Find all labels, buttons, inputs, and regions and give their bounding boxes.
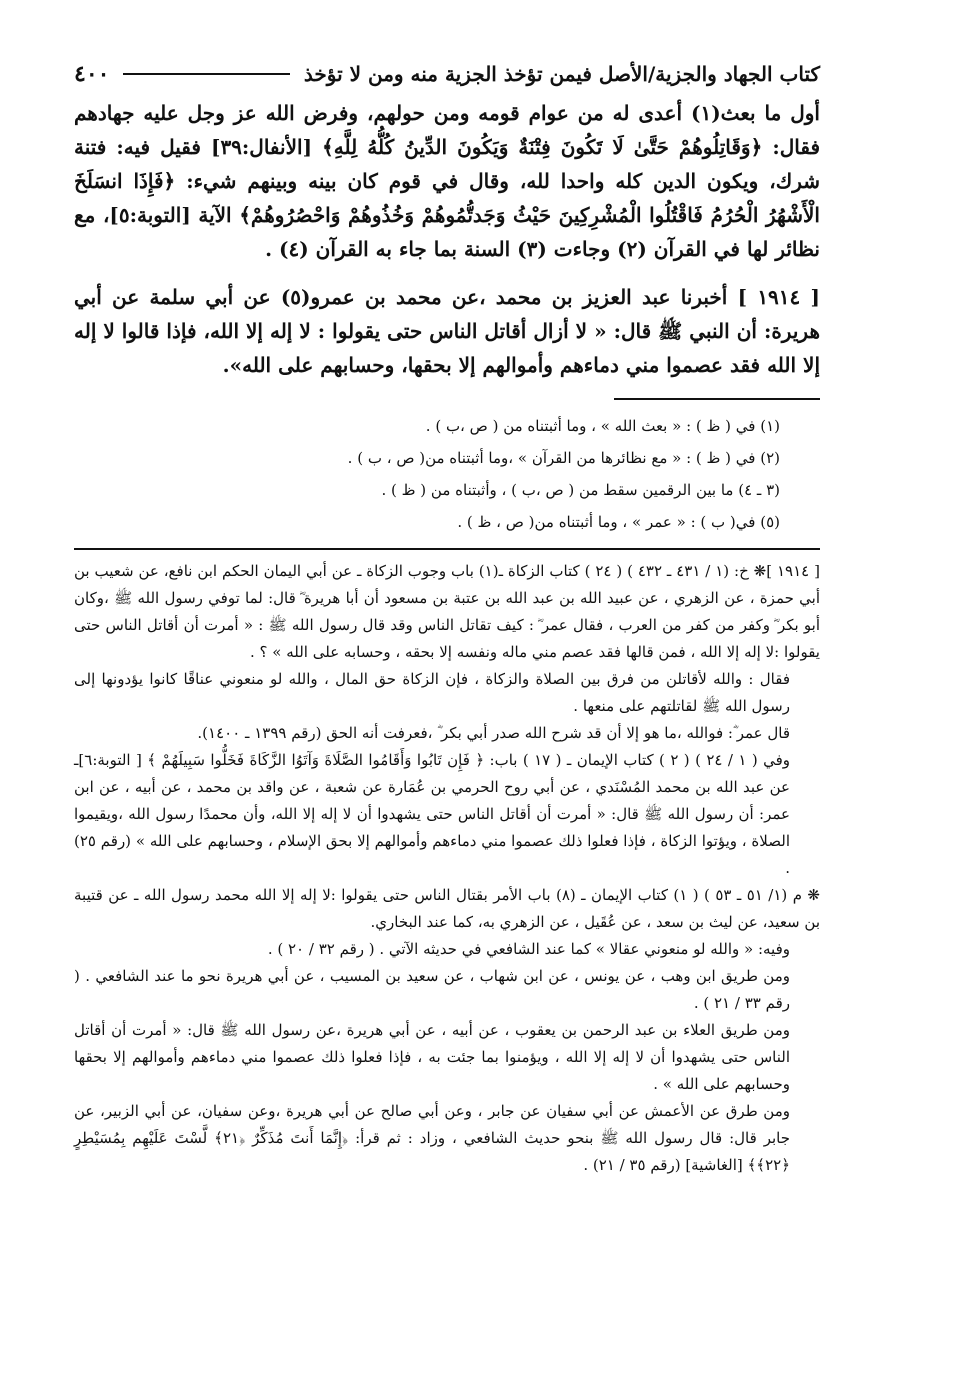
header-rule	[123, 73, 289, 75]
footnote: (١) في ( ظ ) : « بعث الله » ، وما أثبتناه من ( ص ،ب ) .	[425, 417, 780, 435]
page-number: ٤٠٠	[74, 61, 110, 87]
takhrij-separator	[74, 548, 820, 550]
takhrij-section	[74, 558, 820, 1179]
takhrij-paragraph: وفي ( ١ / ٢٤ ) ( ٢ ) كتاب الإيمان ـ ( ١٧ ) باب: ﴿ فَإِن تَابُوا وَأَقَامُوا الصَّلَاةَ وَآتَوُا الزَّكَاةَ فَخَلُّوا سَبِيلَهُمْ ﴾ [ التوبة:٦]ـ عن عبد الله بن محمد المُسْنَدي ، عن أبي روح الحرمي بن عُمَارة عن شعبة ، عن واقد بن محمد ، عن أبيه ، عن ابن عمر: أن رسول الله ﷺ قال: « أمرت أن أقاتل الناس حتى يشهدوا أن لا إله إلا الله، وأن محمدًا رسول الله ،ويقيموا الصلاة ، ويؤتوا الزكاة ، فإذا فعلوا ذلك عصموا مني دماءهم وأموالهم إلا بحق الإسلام ، وحسابهم على الله » (رقم ٢٥) .	[74, 751, 790, 877]
takhrij-paragraph: فقال : والله لأقاتلن من فرق بين الصلاة والزكاة ، فإن الزكاة حق المال ، والله لو منعوني عناقًا كانوا يؤدونها إلى رسول الله ﷺ لقاتلتهم على منعها .	[74, 670, 790, 715]
takhrij-paragraph: ومن طرق عن الأعمش عن أبي سفيان عن جابر ، وعن أبي صالح عن أبي هريرة ،وعن سفيان، عن أبي الزبير، عن جابر قال: قال رسول الله ﷺ بنحو حديث الشافعي ، وزاد : ثم قرأ: ﴿إِنَّمَا أَنتَ مُذَكِّرٌ ﴿٢١﴾ لَّسْتَ عَلَيْهِم بِمُسَيْطِرٍ ﴿٢٢﴾﴾ [الغاشية] (رقم ٣٥ / ٢١) .	[74, 1102, 790, 1174]
takhrij-paragraph: ومن طريق ابن وهب ، عن يونس ، عن ابن شهاب ، عن سعيد بن المسيب ، عن أبي هريرة نحو ما عند الشافعي . ( رقم ٣٣ / ٢١ ) .	[74, 967, 790, 1012]
takhrij-paragraph: ❋ م (١/ ٥١ ـ ٥٣ ) ( ١) كتاب الإيمان ـ (٨) باب الأمر بقتال الناس حتى يقولوا :لا إله إلا الله محمد رسول الله ـ عن قتيبة بن سعيد، عن ليث بن سعد ، عن عُقَيل ، عن الزهري به، كما عند البخاري.	[74, 886, 821, 931]
takhrij-paragraph: وفيه: « والله لو منعوني عقالا » كما عند الشافعي في حديثه الآتي . ( رقم ٣٢ / ٢٠ ) .	[267, 940, 790, 958]
main-paragraph: أول ما بعث(١) أعدى له من عوام قومه ومن حولهم، وفرض الله عز وجل عليه جهادهم فقال: ﴿وَقَاتِلُوهُمْ حَتَّىٰ لَا تَكُونَ فِتْنَةٌ وَيَكُونَ الدِّينُ كُلُّهُ لِلَّهِ﴾ [الأنفال:٣٩] فقيل فيه: فتنة شرك، ويكون الدين كله واحدا لله، وقال في قوم كان بينه وبينهم شيء: ﴿فَإِذَا انسَلَخَ الْأَشْهُرُ الْحُرُمُ فَاقْتُلُوا الْمُشْرِكِينَ حَيْثُ وَجَدتُّمُوهُمْ وَخُذُوهُمْ وَاحْصُرُوهُمْ﴾ الآية [التوبة:٥]، مع نظائر لها في القرآن (٢) وجاءت (٣) السنة بما جاء به القرآن (٤) .	[74, 101, 820, 261]
takhrij-paragraph: قال عمر ؓ: فوالله ،ما هو إلا أن قد شرح الله صدر أبي بكر ؓ ،فعرفت أنه الحق (رقم ١٣٩٩ ـ ١٤٠٠).	[197, 724, 790, 742]
hadith-text: [ ١٩١٤ ] أخبرنا عبد العزيز بن محمد ،عن محمد بن عمرو(٥) عن أبي سلمة عن أبي هريرة: أن النبي ﷺ قال: « لا أزال أقاتل الناس حتى يقولوا : لا إله إلا الله، فإذا قالوا لا إله إلا الله فقد عصموا مني دماءهم وأموالهم إلا بحقها، وحسابهم على الله».	[74, 285, 820, 377]
takhrij-paragraph: ومن طريق العلاء بن عبد الرحمن بن يعقوب ، عن أبيه ، عن أبي هريرة ،عن رسول الله ﷺ قال: « أمرت أن أقاتل الناس حتى يشهدوا أن لا إله إلا الله ، ويؤمنوا بما جئت به ، فإذا فعلوا ذلك عصموا مني دماءهم وأموالهم إلا بحقها وحسابهم على الله » .	[74, 1021, 790, 1093]
footnote: (٥) في( ب ) : « عمر » ، وما أثبتناه من( ص ، ظ ) .	[457, 513, 780, 531]
footnotes	[74, 410, 820, 538]
footnote: (٢) في ( ظ ) : « مع نظائرها من القرآن » ،وما أثبتناه من( ص ، ب ) .	[347, 449, 780, 467]
takhrij-paragraph: [ ١٩١٤ ]❋ خ: (١ / ٤٣١ ـ ٤٣٢ ) ( ٢٤ ) كتاب الزكاة ـ(١) باب وجوب الزكاة ـ عن أبي اليمان الحكم ابن نافع، عن شعيب بن أبي حمزة ، عن الزهري ، عن عبيد الله بن عبد الله بن عتبة بن مسعود أن أبا هريرة ؓ قال: لما توفي رسول الله ﷺ ،وكان أبو بكر ؓ وكفر من كفر من العرب ، فقال عمر ؓ : كيف تقاتل الناس وقد قال رسول الله ﷺ : « أمرت أن أقاتل الناس حتى يقولوا :لا إله إلا الله ، فمن قالها فقد عصم مني ماله ونفسه إلا بحقه ، وحسابه على الله » ؟ .	[74, 562, 820, 661]
footnote: (٣ ـ ٤) ما بين الرقمين سقط من ( ص ،ب ) ، وأثبتناه من ( ظ ) .	[381, 481, 780, 499]
page	[74, 52, 820, 1179]
footnote-separator	[614, 398, 820, 400]
running-title: كتاب الجهاد والجزية/الأصل فيمن تؤخذ الجزية منه ومن لا تؤخذ	[303, 62, 820, 86]
page-header	[74, 52, 820, 96]
main-text	[74, 96, 820, 382]
